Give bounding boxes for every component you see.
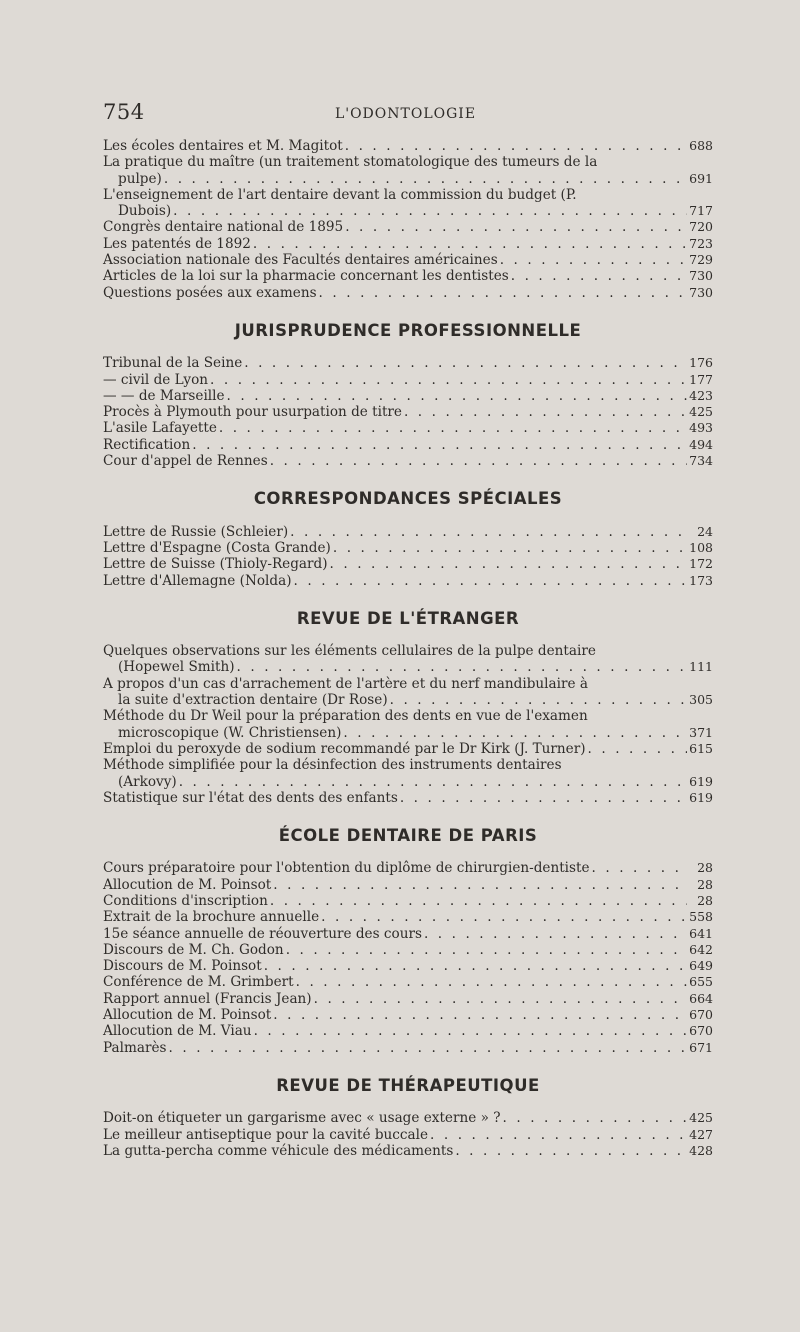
toc-entry <box>103 958 713 974</box>
leader-dots <box>319 285 687 301</box>
toc-entry-text: Méthode simplifiée pour la désinfection des instruments dentaires <box>103 757 562 774</box>
toc-entry-text: Les patentés de 1892 <box>103 235 251 252</box>
leader-dots <box>500 252 687 268</box>
toc-page-number: 24 <box>697 523 713 539</box>
toc-page-number: 720 <box>689 219 713 235</box>
toc-entry-text: Statistique sur l'état des dents des enfants <box>103 789 398 806</box>
toc-entry-text: (Arkovy) <box>118 773 177 790</box>
toc-section <box>103 1075 713 1159</box>
toc-entry <box>103 556 713 572</box>
leader-dots <box>296 974 687 990</box>
leader-dots <box>273 877 687 893</box>
leader-dots <box>227 388 687 404</box>
toc-page-number: 173 <box>689 572 713 588</box>
leader-dots <box>164 171 687 187</box>
toc-entry <box>103 138 713 154</box>
toc-entry <box>103 540 713 556</box>
toc-page-number: 108 <box>689 539 713 555</box>
leader-dots <box>592 860 687 876</box>
toc-page-number: 671 <box>689 1039 713 1055</box>
toc-page-number: 28 <box>697 892 713 908</box>
toc-entry <box>103 643 713 676</box>
toc-entry <box>103 1023 713 1039</box>
toc-entry-text: Conférence de M. Grimbert <box>103 974 294 991</box>
leader-dots <box>237 659 687 675</box>
toc-entry <box>103 420 713 436</box>
leader-dots <box>270 893 687 909</box>
leader-dots <box>169 1040 687 1056</box>
toc-page-number: 691 <box>689 170 713 186</box>
toc-page-number: 723 <box>689 235 713 251</box>
leader-dots <box>273 1007 687 1023</box>
toc-page-number: 28 <box>697 860 713 876</box>
toc-entry-text: La pratique du maître (un traitement stomatologique des tumeurs de la <box>103 154 598 171</box>
toc-entry-text: Allocution de M. Poinsot <box>103 1007 272 1024</box>
toc-entry <box>103 285 713 301</box>
toc-entry-text: Lettre de Suisse (Thioly-Regard) <box>103 556 328 573</box>
toc-entry-text: Discours de M. Ch. Godon <box>103 941 284 958</box>
leader-dots <box>290 524 687 540</box>
toc-entry-text: Conditions d'inscription <box>103 892 268 909</box>
toc-page-number: 493 <box>689 420 713 436</box>
leader-dots <box>270 453 687 469</box>
section-title: JURISPRUDENCE PROFESSIONNELLE <box>234 320 582 340</box>
toc-entry-text: Quelques observations sur les éléments cellulaires de la pulpe dentaire <box>103 643 596 660</box>
toc-page-number: 649 <box>689 958 713 974</box>
toc-page-number: 427 <box>689 1126 713 1142</box>
toc-page-number: 642 <box>689 941 713 957</box>
toc-entry <box>103 860 713 876</box>
leader-dots <box>330 556 687 572</box>
leader-dots <box>210 372 687 388</box>
toc-entry-text: Lettre d'Espagne (Costa Grande) <box>103 539 331 556</box>
toc-entry-text: Lettre de Russie (Schleier) <box>103 523 289 540</box>
leader-dots <box>264 958 687 974</box>
toc-entry <box>103 1040 713 1056</box>
toc-entry-text: — civil de Lyon <box>103 371 209 388</box>
toc-entry-text: Discours de M. Poinsot <box>103 958 262 975</box>
toc-entry <box>103 187 713 220</box>
toc-page-number: 305 <box>689 692 713 708</box>
toc-entry-text: Les écoles dentaires et M. Magitot <box>103 138 343 154</box>
toc-entry <box>103 877 713 893</box>
toc-entry <box>103 708 713 741</box>
section-title: REVUE DE THÉRAPEUTIQUE <box>276 1075 540 1095</box>
leader-dots <box>294 573 687 589</box>
toc-entry <box>103 453 713 469</box>
toc-entry-text: Extrait de la brochure annuelle <box>103 909 320 926</box>
toc-entry-text: Le meilleur antiseptique pour la cavité buccale <box>103 1126 429 1143</box>
toc-entry <box>103 909 713 925</box>
toc-entry-text: Allocution de M. Viau <box>103 1023 252 1040</box>
toc-entry <box>103 524 713 540</box>
leader-dots <box>244 355 687 371</box>
toc-entry-text: Cour d'appel de Rennes <box>103 453 268 470</box>
toc-entry-text: La gutta-percha comme véhicule des médicaments <box>103 1142 454 1159</box>
leader-dots <box>321 909 687 925</box>
toc-page-number: 425 <box>689 404 713 420</box>
leader-dots <box>430 1127 687 1143</box>
toc-entry-text: Articles de la loi sur la pharmacie concernant les dentistes <box>103 268 509 285</box>
leader-dots <box>511 268 687 284</box>
toc-page-number: 730 <box>689 284 713 300</box>
toc-entry <box>103 404 713 420</box>
toc-entry <box>103 268 713 284</box>
leader-dots <box>588 741 687 757</box>
leader-dots <box>192 437 687 453</box>
toc-page-number: 655 <box>689 974 713 990</box>
toc-entry-text: Allocution de M. Poinsot <box>103 876 272 893</box>
leader-dots <box>455 1143 687 1159</box>
toc-entry-text: Palmarès <box>103 1039 167 1056</box>
toc-page-number: 615 <box>689 740 713 756</box>
toc-entry <box>103 355 713 371</box>
toc-section <box>103 828 713 1056</box>
toc-entry <box>103 1143 713 1159</box>
toc-page-number: 670 <box>689 1007 713 1023</box>
toc-page-number: 111 <box>689 659 713 675</box>
toc-entry-text: Procès à Plymouth pour usurpation de titre <box>103 404 402 421</box>
section-title: REVUE DE L'ÉTRANGER <box>296 608 520 628</box>
toc-page-number: 177 <box>689 371 713 387</box>
toc-entry-text: 15e séance annuelle de réouverture des cours <box>103 925 422 942</box>
toc-entry <box>103 388 713 404</box>
toc-entry <box>103 974 713 990</box>
section-title: CORRESPONDANCES SPÉCIALES <box>253 489 563 509</box>
toc-page-number: 734 <box>689 453 713 469</box>
toc-entry-text: Congrès dentaire national de 1895 <box>103 219 344 236</box>
leader-dots <box>314 991 687 1007</box>
toc-entry <box>103 942 713 958</box>
toc-page-number: 729 <box>689 252 713 268</box>
toc-entry-text: Méthode du Dr Weil pour la préparation des dents en vue de l'examen <box>103 708 588 725</box>
leader-dots <box>219 420 687 436</box>
toc-section <box>103 491 713 588</box>
toc-entry-text: A propos d'un cas d'arrachement de l'artère et du nerf mandibulaire à <box>103 675 588 692</box>
toc-page-number: 688 <box>689 138 713 153</box>
leader-dots <box>286 942 687 958</box>
leader-dots <box>404 404 687 420</box>
toc-entry-text: (Hopewel Smith) <box>118 659 235 676</box>
toc-page-number: 670 <box>689 1023 713 1039</box>
toc-page-number: 558 <box>689 909 713 925</box>
toc-page-number: 172 <box>689 556 713 572</box>
toc-entry-text: Tribunal de la Seine <box>103 355 243 372</box>
toc-entry <box>103 1127 713 1143</box>
toc-entry <box>103 1110 713 1126</box>
toc-entry-text: Cours préparatoire pour l'obtention du diplôme de chirurgien-dentiste <box>103 860 590 877</box>
toc-entry <box>103 573 713 589</box>
toc-entry-text: microscopique (W. Christiensen) <box>118 724 342 741</box>
toc-page-number: 176 <box>689 355 713 371</box>
toc-entry <box>103 757 713 790</box>
toc-entry <box>103 219 713 235</box>
toc-entry <box>103 372 713 388</box>
toc-entry-text: Emploi du peroxyde de sodium recommandé par le Dr Kirk (J. Turner) <box>103 740 586 757</box>
toc-page-number: 730 <box>689 268 713 284</box>
toc-page-number: 425 <box>689 1110 713 1126</box>
toc-entry-text: Questions posées aux examens <box>103 284 317 301</box>
toc-page-number: 619 <box>689 789 713 805</box>
toc-entry <box>103 991 713 1007</box>
leader-dots <box>424 926 687 942</box>
toc-entry <box>103 790 713 806</box>
toc-entry-text: la suite d'extraction dentaire (Dr Rose) <box>118 692 388 709</box>
toc-entry-text: L'asile Lafayette <box>103 420 217 437</box>
toc-entry <box>103 236 713 252</box>
toc-entry <box>103 154 713 187</box>
page-number: 754 <box>103 100 145 124</box>
toc-entry <box>103 252 713 268</box>
leader-dots <box>400 790 687 806</box>
leader-dots <box>179 774 687 790</box>
toc-entry <box>103 893 713 909</box>
toc-page-number: 619 <box>689 773 713 789</box>
leader-dots <box>390 692 687 708</box>
toc-entry <box>103 676 713 709</box>
toc-entry-text: Association nationale des Facultés dentaires américaines <box>103 252 498 269</box>
leader-dots <box>503 1110 687 1126</box>
toc-section <box>103 320 713 470</box>
table-of-contents <box>103 138 713 1159</box>
toc-page-number: 371 <box>689 724 713 740</box>
leader-dots <box>343 725 687 741</box>
leader-dots <box>254 1023 687 1039</box>
leader-dots <box>253 236 687 252</box>
toc-page-number: 717 <box>689 203 713 219</box>
toc-page-number: 428 <box>689 1142 713 1158</box>
toc-entry-text: pulpe) <box>118 170 162 187</box>
leader-dots <box>345 138 687 154</box>
running-title: L'ODONTOLOGIE <box>334 106 477 122</box>
toc-entry <box>103 1007 713 1023</box>
toc-page-number: 28 <box>697 876 713 892</box>
toc-page-number: 494 <box>689 436 713 452</box>
toc-entry-text: L'enseignement de l'art dentaire devant la commission du budget (P. <box>103 186 577 203</box>
toc-section <box>103 608 713 806</box>
toc-entry <box>103 741 713 757</box>
leader-dots <box>173 203 687 219</box>
toc-entry-text: Doit-on étiqueter un gargarisme avec « usage externe » ? <box>103 1110 501 1127</box>
toc-page-number: 423 <box>689 387 713 403</box>
leader-dots <box>333 540 687 556</box>
toc-page-number: 641 <box>689 925 713 941</box>
toc-page-number: 664 <box>689 990 713 1006</box>
page-header <box>103 100 708 130</box>
toc-entry-text: Dubois) <box>118 203 172 220</box>
toc-entry <box>103 926 713 942</box>
leader-dots <box>345 219 687 235</box>
section-title: ÉCOLE DENTAIRE DE PARIS <box>278 826 538 846</box>
toc-entry-text: Lettre d'Allemagne (Nolda) <box>103 572 292 589</box>
toc-entry-text: Rectification <box>103 436 191 453</box>
toc-entry-text: Rapport annuel (Francis Jean) <box>103 990 312 1007</box>
toc-entry <box>103 437 713 453</box>
toc-entry-text: — — de Marseille <box>103 387 225 404</box>
